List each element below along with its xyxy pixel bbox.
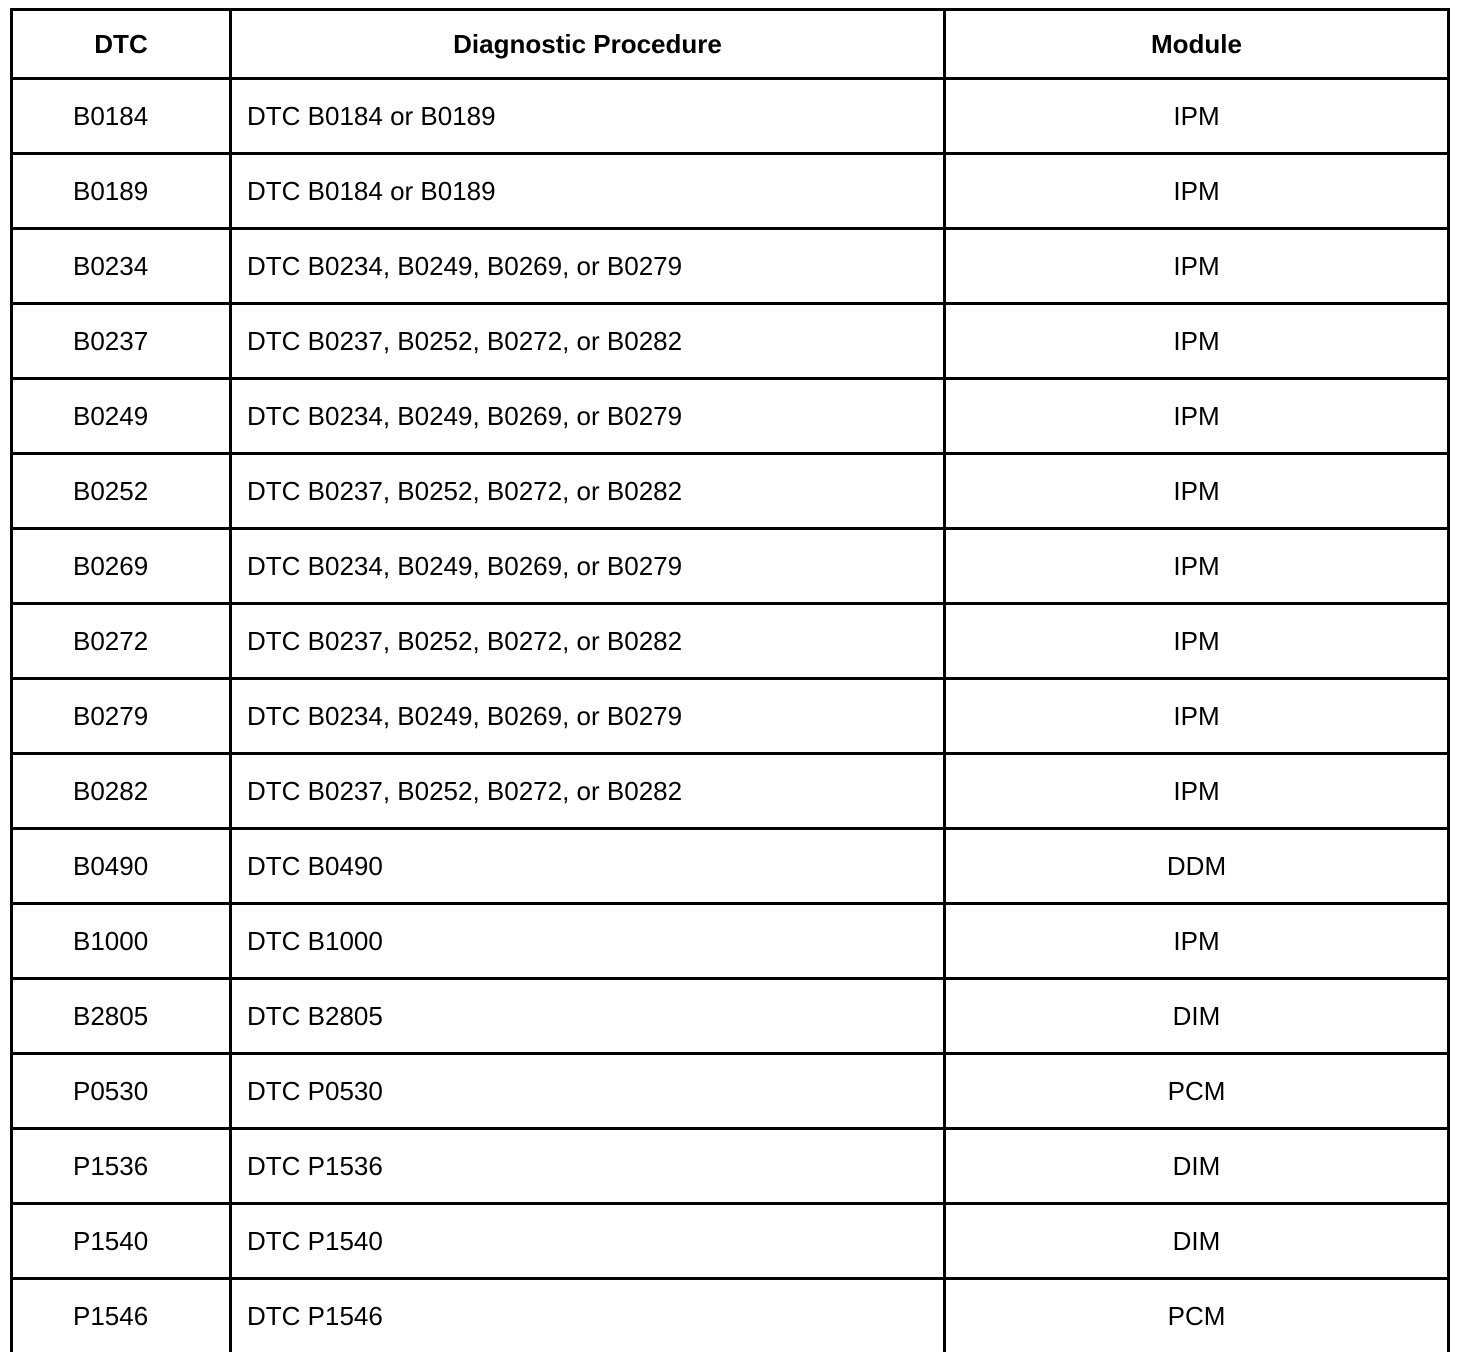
dtc-code-cell: P1540 <box>12 1204 231 1279</box>
table-row <box>12 229 1449 304</box>
dtc-code-cell: P0530 <box>12 1054 231 1129</box>
diagnostic-procedure-cell: DTC B0234, B0249, B0269, or B0279 <box>231 229 945 304</box>
dtc-code-cell: B0184 <box>12 79 231 154</box>
header-dtc: DTC <box>12 10 231 79</box>
dtc-code-cell: B0249 <box>12 379 231 454</box>
dtc-code-cell: B1000 <box>12 904 231 979</box>
table-row <box>12 1129 1449 1204</box>
table-row <box>12 1054 1449 1129</box>
diagnostic-procedure-cell: DTC B0184 or B0189 <box>231 79 945 154</box>
diagnostic-procedure-cell: DTC B0490 <box>231 829 945 904</box>
dtc-code-cell: B0269 <box>12 529 231 604</box>
header-row <box>12 10 1449 79</box>
table-row <box>12 1204 1449 1279</box>
dtc-code-cell: B0237 <box>12 304 231 379</box>
dtc-code-cell: B0252 <box>12 454 231 529</box>
table-row <box>12 79 1449 154</box>
table-body <box>12 79 1449 1353</box>
module-cell: IPM <box>945 604 1449 679</box>
module-cell: IPM <box>945 154 1449 229</box>
module-cell: IPM <box>945 529 1449 604</box>
diagnostic-procedure-cell: DTC B0237, B0252, B0272, or B0282 <box>231 304 945 379</box>
table-row <box>12 529 1449 604</box>
module-cell: IPM <box>945 679 1449 754</box>
dtc-code-cell: P1546 <box>12 1279 231 1353</box>
header-diagnostic-procedure: Diagnostic Procedure <box>231 10 945 79</box>
diagnostic-procedure-cell: DTC P1536 <box>231 1129 945 1204</box>
module-cell: IPM <box>945 904 1449 979</box>
table-row <box>12 904 1449 979</box>
dtc-code-cell: B0189 <box>12 154 231 229</box>
table-row <box>12 454 1449 529</box>
dtc-code-cell: B2805 <box>12 979 231 1054</box>
diagnostic-procedure-cell: DTC B0234, B0249, B0269, or B0279 <box>231 529 945 604</box>
module-cell: IPM <box>945 229 1449 304</box>
module-cell: DIM <box>945 1129 1449 1204</box>
dtc-code-cell: B0272 <box>12 604 231 679</box>
dtc-code-cell: P1536 <box>12 1129 231 1204</box>
table-row <box>12 1279 1449 1353</box>
diagnostic-procedure-cell: DTC P0530 <box>231 1054 945 1129</box>
table-row <box>12 679 1449 754</box>
table-header <box>12 10 1449 79</box>
dtc-code-cell: B0490 <box>12 829 231 904</box>
module-cell: IPM <box>945 304 1449 379</box>
table-row <box>12 154 1449 229</box>
diagnostic-procedure-cell: DTC B0234, B0249, B0269, or B0279 <box>231 679 945 754</box>
module-cell: DIM <box>945 979 1449 1054</box>
module-cell: IPM <box>945 754 1449 829</box>
table-row <box>12 754 1449 829</box>
module-cell: IPM <box>945 79 1449 154</box>
module-cell: IPM <box>945 454 1449 529</box>
table-row <box>12 604 1449 679</box>
diagnostic-procedure-cell: DTC P1540 <box>231 1204 945 1279</box>
diagnostic-procedure-cell: DTC B0237, B0252, B0272, or B0282 <box>231 604 945 679</box>
dtc-code-cell: B0282 <box>12 754 231 829</box>
header-module: Module <box>945 10 1449 79</box>
table-row <box>12 379 1449 454</box>
table-row <box>12 304 1449 379</box>
diagnostic-procedure-cell: DTC B0234, B0249, B0269, or B0279 <box>231 379 945 454</box>
module-cell: DIM <box>945 1204 1449 1279</box>
diagnostic-procedure-cell: DTC B2805 <box>231 979 945 1054</box>
diagnostic-procedure-cell: DTC B0237, B0252, B0272, or B0282 <box>231 754 945 829</box>
diagnostic-procedure-cell: DTC B0184 or B0189 <box>231 154 945 229</box>
module-cell: DDM <box>945 829 1449 904</box>
diagnostic-procedure-cell: DTC B1000 <box>231 904 945 979</box>
diagnostic-procedure-cell: DTC B0237, B0252, B0272, or B0282 <box>231 454 945 529</box>
dtc-table <box>10 8 1450 1352</box>
table-row <box>12 829 1449 904</box>
module-cell: IPM <box>945 379 1449 454</box>
dtc-code-cell: B0234 <box>12 229 231 304</box>
dtc-code-cell: B0279 <box>12 679 231 754</box>
diagnostic-procedure-cell: DTC P1546 <box>231 1279 945 1353</box>
module-cell: PCM <box>945 1054 1449 1129</box>
table-row <box>12 979 1449 1054</box>
module-cell: PCM <box>945 1279 1449 1353</box>
